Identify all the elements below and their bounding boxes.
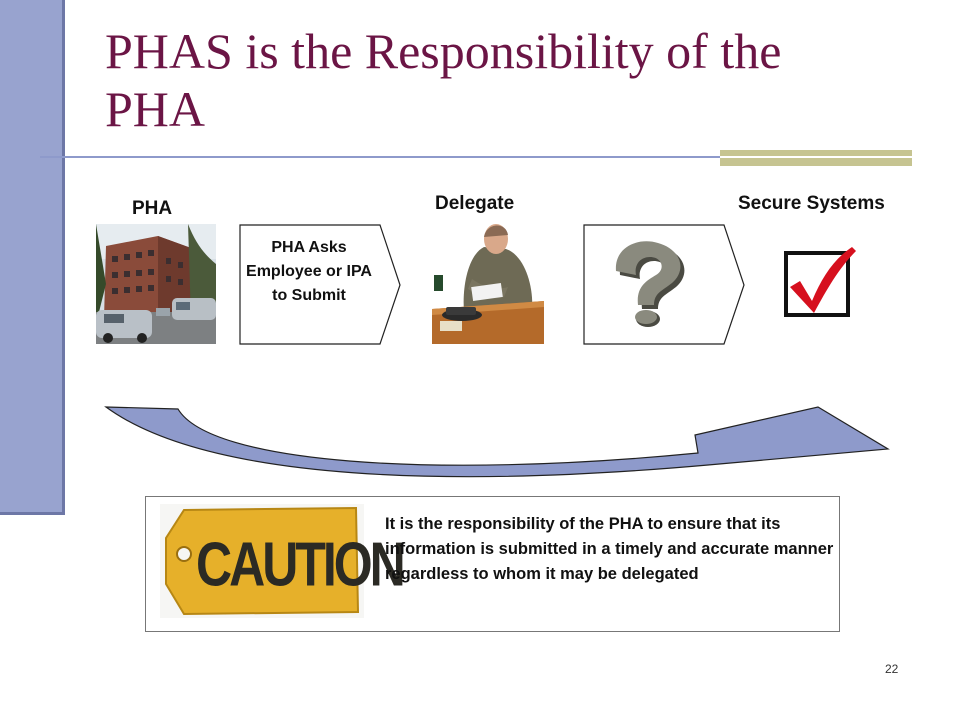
step-text: PHA Asks Employee or IPA to Submit: [246, 239, 372, 304]
pha-label: PHA: [132, 198, 173, 219]
caution-message: It is the responsibility of the PHA to ensure that its information is submitted in a timely and accurate manner regardless to whom it may be delegated: [385, 515, 834, 583]
caution-sign-text: CAUTION: [196, 529, 403, 600]
page-number: 22: [885, 662, 899, 676]
delegate-label: Delegate: [435, 193, 515, 214]
delegate-person-image: [432, 217, 544, 344]
curved-flow-arrow: [100, 403, 895, 485]
left-accent-bar: [0, 0, 65, 515]
slide-title: PHAS is the Responsibility of the PHA: [105, 23, 782, 137]
pha-building-image: [96, 224, 216, 344]
title-accent-bar: [720, 150, 912, 166]
caution-tag-image: [160, 504, 403, 618]
secure-systems-label: Secure Systems: [738, 193, 885, 214]
question-mark-icon: [598, 235, 694, 331]
check-mark-icon: [778, 243, 860, 323]
